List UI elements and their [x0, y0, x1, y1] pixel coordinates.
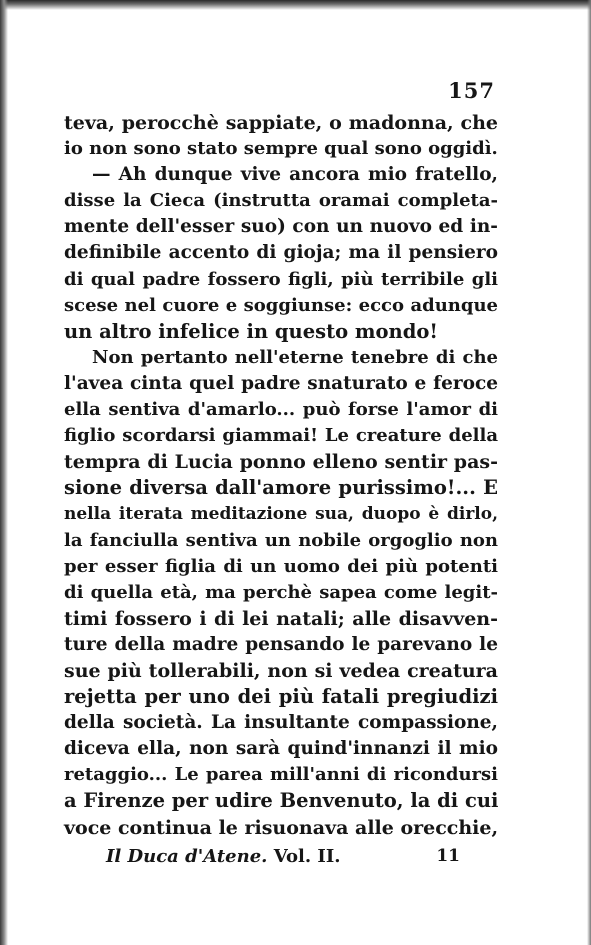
text-line: ture della madre pensando le parevano le [64, 633, 498, 655]
page-number: 157 [448, 78, 495, 103]
text-line: l'avea cinta quel padre snaturato e feroce [64, 372, 498, 394]
text-line: nella iterata meditazione sua, duopo è dirlo, [64, 504, 498, 525]
text-line: figlio scordarsi giammai! Le creature della [64, 425, 498, 447]
text-line: di qual padre fossero figli, più terribile gli [64, 268, 498, 290]
text-line: per esser figlia di un uomo dei più potenti [64, 555, 498, 577]
text-line: della società. La insultante compassione, [64, 712, 498, 734]
text-line: un altro infelice in questo mondo! [64, 319, 438, 343]
text-line: ella sentiva d'amarlo... può forse l'amor di [64, 399, 498, 421]
text-line: scese nel cuore e soggiunse: ecco adunque [64, 294, 498, 316]
text-line: io non sono stato sempre qual sono oggidì. [64, 138, 498, 160]
scan-edge-right [587, 0, 591, 945]
page-footer [106, 846, 460, 867]
text-line: retaggio... Le parea mill'anni di ricondursi [64, 764, 498, 786]
text-line: la fanciulla sentiva un nobile orgoglio non [64, 529, 498, 551]
text-line: rejetta per uno dei più fatali pregiudizi [64, 685, 498, 709]
footer-book-title [106, 846, 341, 867]
body-text [64, 110, 498, 841]
footer-volume: Vol. II. [273, 846, 341, 867]
text-line: timi fossero i di lei natali; alle disavven- [64, 607, 498, 630]
text-line: diceva ella, non sarà quind'innanzi il mio [64, 738, 498, 760]
scan-edge-left [0, 0, 8, 945]
scan-edge-top [0, 0, 591, 10]
text-line: a Firenze per udire Benvenuto, la di cui [64, 789, 499, 813]
text-line: tempra di Lucia ponno elleno sentir pas- [64, 451, 498, 474]
text-line: sione diversa dall'amore purissimo!... E [64, 476, 498, 500]
text-line: teva, perocchè sappiate, o madonna, che [64, 112, 498, 134]
text-line: di quella età, ma perchè sapea come legit- [64, 581, 498, 603]
text-line: mente dell'esser suo) con un nuovo ed in- [64, 216, 498, 238]
footer-title-text: Il Duca d'Atene. [106, 846, 268, 867]
text-line: Non pertanto nell'eterne tenebre di che [92, 346, 498, 368]
text-line: voce continua le risuonava alle orecchie, [64, 816, 499, 839]
text-line: definibile accento di gioja; ma il pensiero [64, 242, 498, 264]
text-line: disse la Cieca (instrutta oramai completa- [64, 190, 498, 212]
footer-signature-mark: 11 [436, 846, 460, 866]
text-line: — Ah dunque vive ancora mio fratello, [92, 164, 498, 186]
text-line: sue più tollerabili, non si vedea creatura [64, 659, 498, 682]
